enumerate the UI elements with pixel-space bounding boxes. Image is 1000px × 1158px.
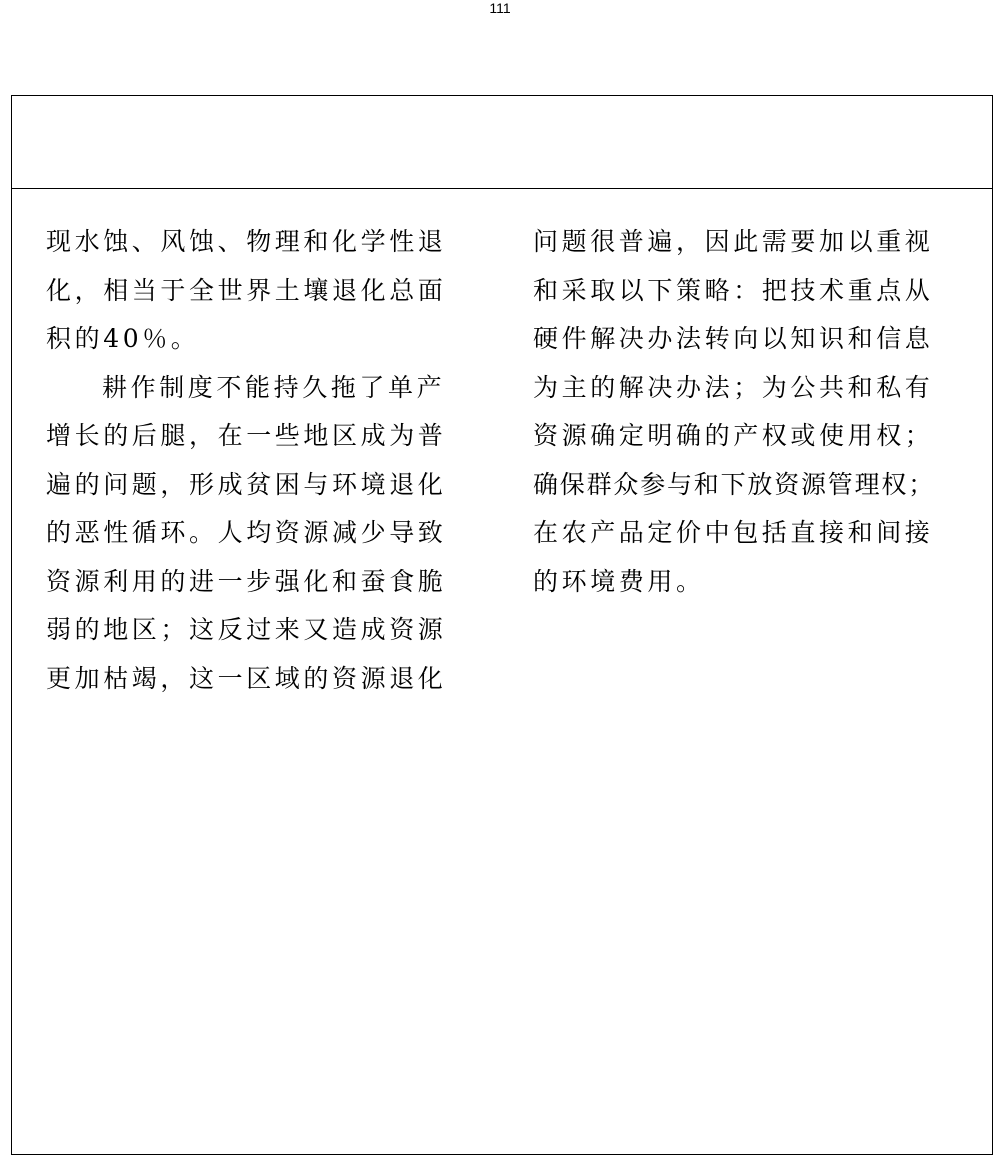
header-band	[12, 96, 992, 189]
text-line: 硬件解决办法转向以知识和信息	[533, 324, 934, 353]
text-line: 现水蚀、风蚀、物理和化学性退	[46, 227, 447, 256]
text-line: 的环境费用。	[533, 566, 705, 596]
page-number: 111	[489, 0, 511, 16]
text-line: 化，相当于全世界土壤退化总面	[46, 275, 447, 305]
text-line: 的恶性循环。人均资源减少导致	[46, 518, 447, 547]
right-text-column	[533, 218, 965, 606]
paragraph-start-line: 耕作制度不能持久拖了单产	[102, 372, 446, 402]
text-line: 问题很普遍，因此需要加以重视	[533, 227, 934, 256]
text-line: 确保群众参与和下放资源管理权；	[533, 469, 936, 499]
text-line: 资源利用的进一步强化和蚕食脆	[46, 566, 447, 596]
text-line: 为主的解决办法；为公共和私有	[533, 372, 934, 402]
text-line: 和采取以下策略：把技术重点从	[533, 275, 934, 305]
text-line: 资源确定明确的产权或使用权；	[533, 421, 934, 450]
text-line: 在农产品定价中包括直接和间接	[533, 518, 934, 547]
text-line: 增长的后腿，在一些地区成为普	[46, 421, 447, 450]
text-line: 弱的地区；这反过来又造成资源	[46, 615, 447, 644]
left-text-column	[46, 218, 458, 703]
text-line: 更加枯竭，这一区域的资源退化	[46, 663, 447, 693]
text-line: 积的40％。	[46, 324, 200, 353]
text-line: 遍的问题，形成贫困与环境退化	[46, 469, 447, 499]
